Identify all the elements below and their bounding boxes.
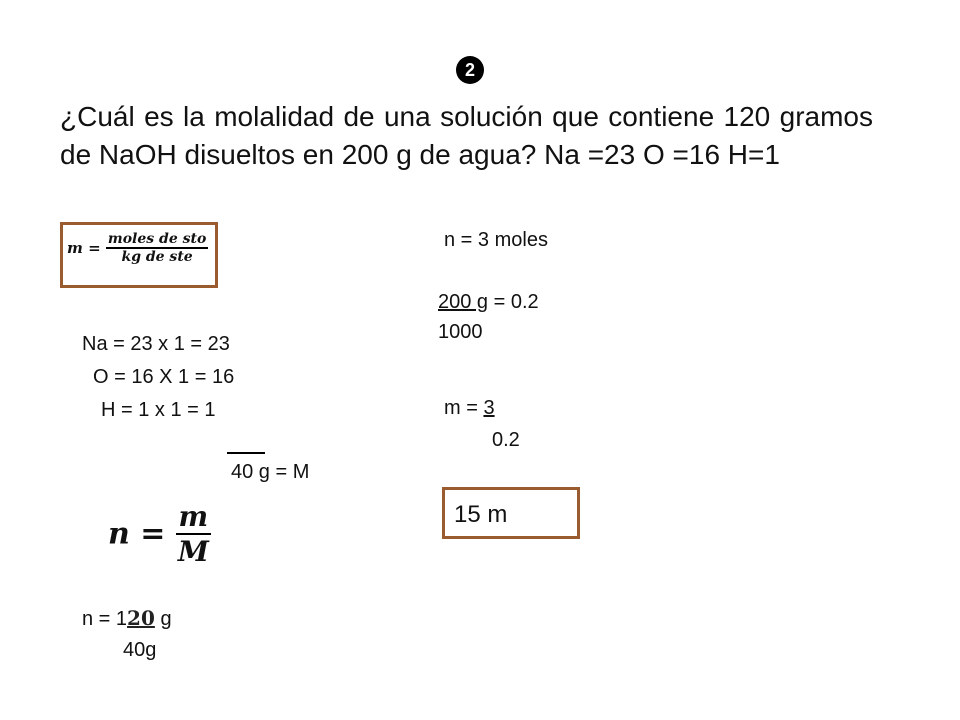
- sum-line: [227, 452, 265, 454]
- moles-calc-denominator: 40g: [123, 639, 157, 661]
- molality-denominator: kg de ste: [121, 249, 193, 265]
- molality-numerator: moles de sto: [107, 231, 207, 247]
- moles-calc-unit: g: [154, 608, 172, 630]
- mass-h: H = 1 x 1 = 1: [101, 399, 216, 421]
- moles-denominator: M: [177, 535, 209, 568]
- moles-result: n = 3 moles: [444, 229, 548, 251]
- kg-calc-denominator: 1000: [438, 321, 483, 343]
- m-calc-line: [444, 396, 495, 420]
- mass-o: O = 16 X 1 = 16: [93, 366, 235, 388]
- moles-formula: [108, 500, 211, 568]
- question-text: ¿Cuál es la molalidad de una solución que contiene 120 gramos de NaOH disueltos en 200 g de agua? Na =23 O =16 H=1: [60, 101, 873, 170]
- molar-mass-total: 40 g = M: [231, 461, 310, 483]
- molality-fraction: [106, 231, 208, 265]
- molality-formula: [67, 231, 208, 265]
- moles-numerator: m: [176, 500, 211, 535]
- step-number-bullet: 2: [456, 56, 484, 84]
- molality-formula-box: [60, 222, 218, 288]
- moles-calc-cancelled-digits: 20: [127, 606, 155, 630]
- kg-calc-equals: = 0.2: [488, 291, 539, 313]
- moles-lhs: n =: [108, 516, 166, 552]
- kg-calc-numerator: 200 g: [438, 291, 489, 313]
- moles-calc-line: [82, 606, 172, 631]
- moles-calc-prefix: n = 1: [82, 608, 128, 630]
- m-calc-numerator: 3: [483, 397, 495, 419]
- moles-fraction: [176, 500, 211, 568]
- m-calc-prefix: m =: [444, 397, 484, 419]
- kg-calc-line: [438, 290, 539, 314]
- mass-na: Na = 23 x 1 = 23: [82, 333, 230, 355]
- m-calc-denominator: 0.2: [492, 429, 520, 451]
- molality-lhs: m =: [67, 239, 101, 257]
- answer-value: 15 m: [454, 501, 508, 528]
- answer-box: [442, 487, 580, 539]
